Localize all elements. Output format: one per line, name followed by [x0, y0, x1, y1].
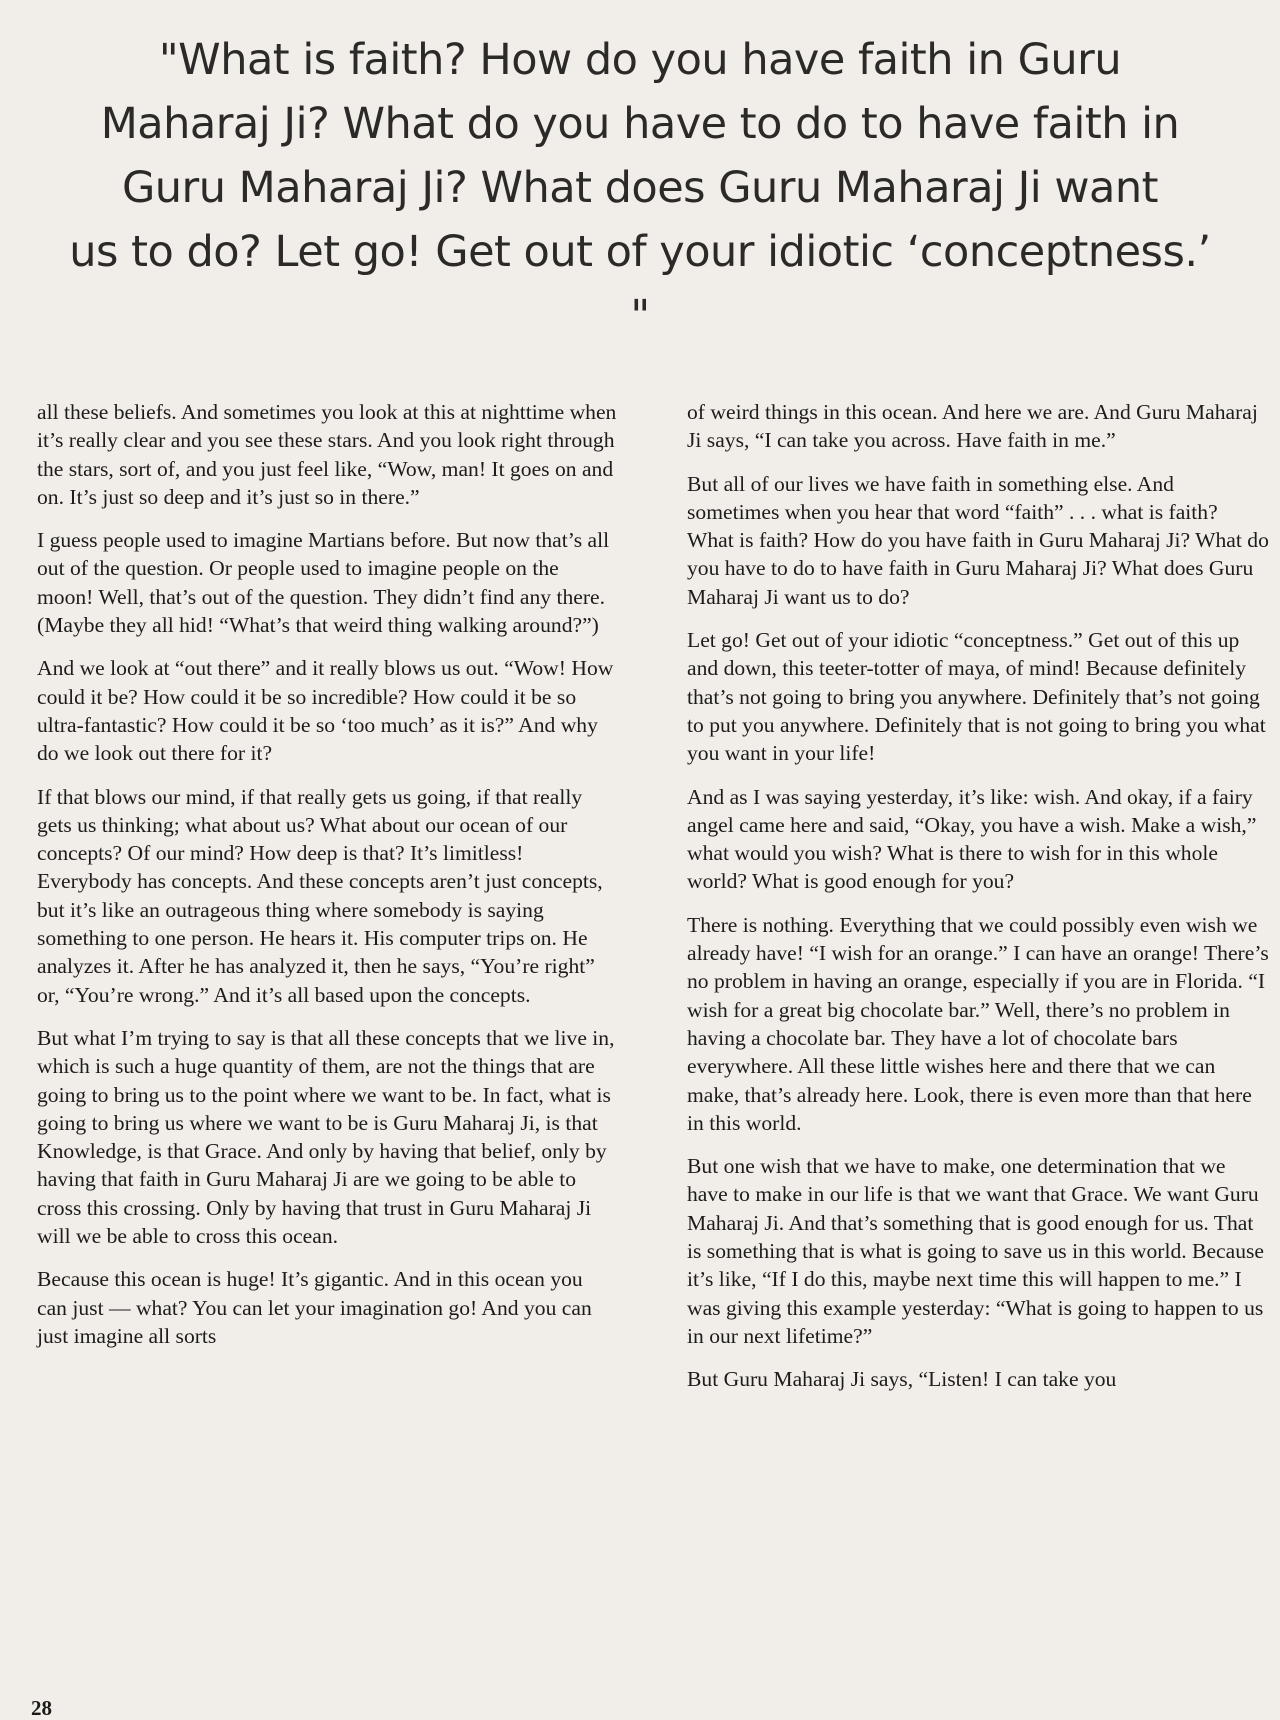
pull-quote-line: "What is faith? How do you have faith in Guru — [158, 35, 1122, 85]
paragraph: And we look at “out there” and it really blows us out. “Wow! How could it be? How could it be so incredible? How could it be so ultra-fantastic? How could it be so ‘too much’ as it is?” And why do we look out there for it? — [37, 656, 614, 766]
paragraph: of weird things in this ocean. And here we are. And Guru Maharaj Ji says, “I can take you across. Have faith in me.” — [687, 400, 1258, 453]
paragraph: all these beliefs. And sometimes you look at this at nighttime when it’s really clear and you see these stars. And you look right through the stars, sort of, and you just feel like, “Wow, man! It goes on and on. It’s just so deep and it’s just so in there.” — [37, 400, 617, 509]
paragraph: But one wish that we have to make, one determination that we have to make in our life is that we want that Grace. We want Guru Maharaj Ji. And that’s something that is good enough for us. That is something that is what is going to save us in this world. Because it’s like, “If I do this, maybe next time this will happen to me.” I was giving this example yesterday: “What is going to happen to us in our next lifetime?” — [687, 1154, 1264, 1348]
pull-quote — [60, 28, 1220, 348]
pull-quote-line: Guru Maharaj Ji? What does Guru Maharaj Ji want — [121, 163, 1159, 213]
pull-quote-line: us to do? Let go! Get out of your idiotic ‘conceptness.’ " — [69, 227, 1211, 341]
paragraph: I guess people used to imagine Martians before. But now that’s all out of the question. Or people used to imagine people on the moon! Well, that’s out of the question. They didn’t find any there. (Maybe they all hid! “What’s that weird thing walking around?”) — [37, 528, 610, 638]
paragraph: But all of our lives we have faith in something else. And sometimes when you hear that word “faith” . . . what is faith? What is faith? How do you have faith in Guru Maharaj Ji? What do you have to do to have faith in Guru Maharaj Ji? What does Guru Maharaj Ji want us to do? — [687, 471, 1269, 609]
right-column — [687, 398, 1269, 1409]
paragraph: If that blows our mind, if that really gets us going, if that really gets us thinking; what about us? What about our ocean of our concepts? Of our mind? How deep is that? It’s limitless! Everybody has concepts. And these concepts aren’t just concepts, but it’s like an outrageous thing where somebody is saying something to one person. He hears it. His computer trips on. He analyzes it. After he has analyzed it, then he says, “You’re right” or, “You’re wrong.” And it’s all based upon the concepts. — [37, 784, 603, 1007]
paragraph: There is nothing. Everything that we could possibly even wish we already have! “I wish for an orange.” I can have an orange! There’s no problem in having an orange, especially if you are in Florida. “I wish for a great big chocolate bar.” Well, there’s no problem in having a chocolate bar. They have a lot of chocolate bars everywhere. All these little wishes here and there that we can make, that’s already here. Look, there is even more than that here in this world. — [687, 912, 1269, 1135]
left-column — [37, 398, 617, 1365]
paragraph: Because this ocean is huge! It’s gigantic. And in this ocean you can just — what? You can let your imagination go! And you can just imagine all sorts — [37, 1267, 592, 1348]
pull-quote-line: Maharaj Ji? What do you have to do to have faith in — [100, 99, 1180, 149]
paragraph: But what I’m trying to say is that all these concepts that we live in, which is such a huge quantity of them, are not the things that are going to bring us to the point where we want to be. In fact, what is going to bring us where we want to be is Guru Maharaj Ji, is that Knowledge, is that Grace. And only by having that belief, only by having that faith in Guru Maharaj Ji are we going to be able to cross this crossing. Only by having that trust in Guru Maharaj Ji will we be able to cross this ocean. — [37, 1025, 615, 1249]
page-number: 28 — [31, 1696, 52, 1720]
paragraph: But Guru Maharaj Ji says, “Listen! I can take you — [687, 1367, 1117, 1392]
paragraph: Let go! Get out of your idiotic “conceptness.” Get out of this up and down, this teeter-totter of maya, of mind! Because definitely that’s not going to bring you anywhere. Definitely that’s not going to put you anywhere. Definitely that is not going to bring you what you want in your life! — [687, 628, 1266, 766]
paragraph: And as I was saying yesterday, it’s like: wish. And okay, if a fairy angel came here and said, “Okay, you have a wish. Make a wish,” what would you wish? What is there to wish for in this whole world? What is good enough for you? — [687, 784, 1257, 894]
